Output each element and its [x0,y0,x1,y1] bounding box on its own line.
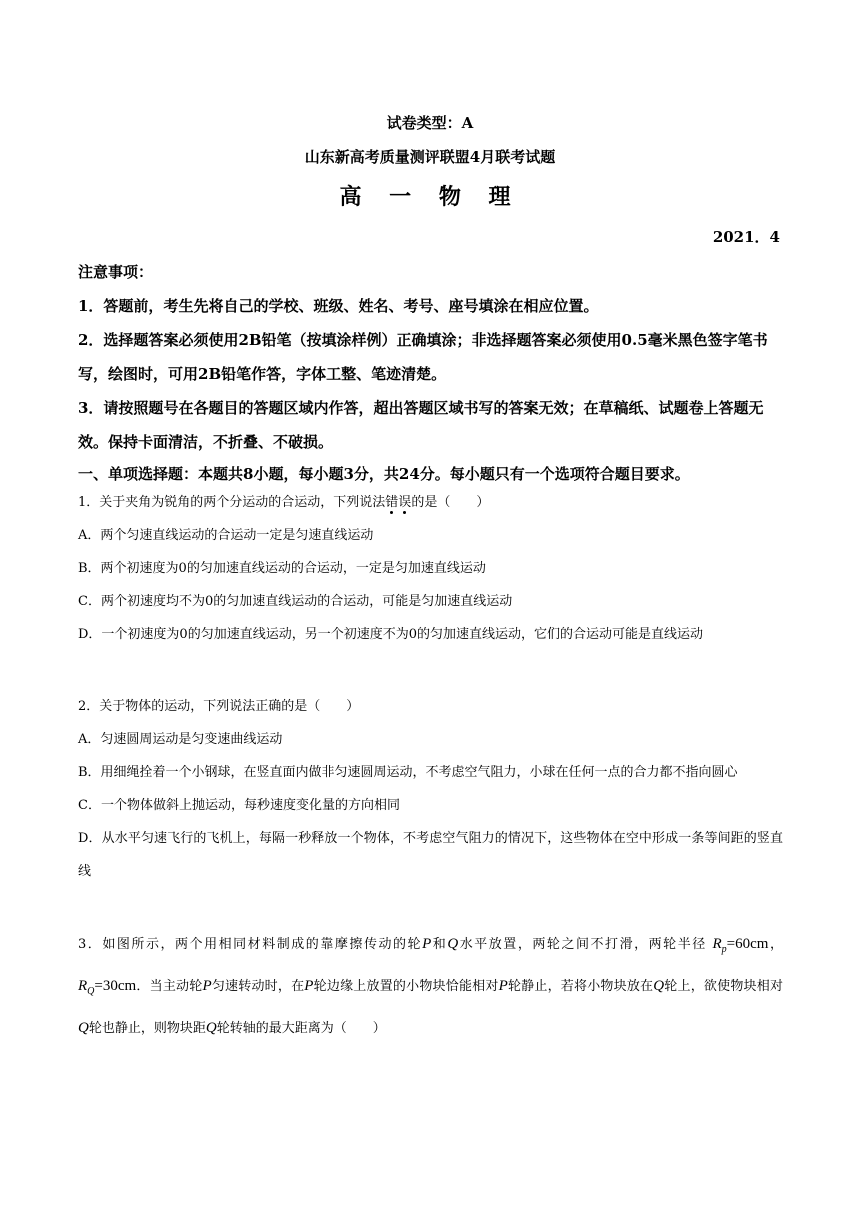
option-c: C．一个物体做斜上抛运动，每秒速度变化量的方向相同 [78,798,400,813]
question-3: 3．如图所示，两个用相同材料制成的靠摩擦传动的轮P和Q水平放置，两轮之间不打滑，两轮半径 $R_p=60cm$， $R_Q=30cm$．当主动轮P匀速转动时，在P轮边缘上放置的小物块恰能相对P轮静止，若将小物块放在Q轮上，欲使物块相对Q轮也静止，则物块距Q轮转轴的最大距离为（ ） [78,936,783,1036]
option-b: B．两个初速度为0的匀加速直线运动的合运动，一定是匀加速直线运动 [78,561,486,576]
radius-p-formula: $R_p=60cm$ [712,936,769,955]
paper-type: 试卷类型：A [386,114,474,132]
notice-item: 1．答题前，考生先将自己的学校、班级、姓名、考号、座号填涂在相应位置。 [78,297,599,315]
option-b: B．用细绳拴着一个小钢球，在竖直面内做非匀速圆周运动，不考虑空气阻力，小球在任何一点的合力都不指向圆心 [78,765,738,780]
option-a: A．匀速圆周运动是匀变速曲线运动 [78,732,283,747]
option-c: C．两个初速度均不为0的匀加速直线运动的合运动，可能是匀加速直线运动 [78,594,513,609]
question-stem: 2．关于物体的运动，下列说法正确的是（ ） [78,699,360,714]
notice-item: 2．选择题答案必须使用2B铅笔（按填涂样例）正确填涂；非选择题答案必须使用0.5毫米黑色签字笔书写，绘图时，可用2B铅笔作答，字体工整、笔迹清楚。 [78,331,768,383]
exam-org-title: 山东新高考质量测评联盟4月联考试题 [304,148,556,166]
emphasis-text: 错误 [385,495,412,510]
question-2 [78,690,783,888]
option-d: D．从水平匀速飞行的飞机上，每隔一秒释放一个物体，不考虑空气阻力的情况下，这些物体在空中形成一条等间距的竖直线 [78,831,783,879]
radius-q-formula: $R_Q=30cm$ [78,978,137,997]
notice-title: 注意事项： [78,263,154,281]
exam-date: 2021．4 [712,228,780,246]
notice-item: 3．请按照题号在各题目的答题区域内作答，超出答题区域书写的答案无效；在草稿纸、试题卷上答题无效。保持卡面清洁，不折叠、不破损。 [78,399,764,451]
option-a: A．两个匀速直线运动的合运动一定是匀速直线运动 [78,528,374,543]
subject-title: 高 一 物 理 [339,184,521,210]
option-d: D．一个初速度为0的匀加速直线运动，另一个初速度不为0的匀加速直线运动，它们的合运动可能是直线运动 [78,627,703,642]
question-1 [78,486,783,651]
question-stem: 1．关于夹角为锐角的两个分运动的合运动，下列说法错误的是（ ） [78,495,490,510]
section-title: 一、单项选择题：本题共8小题，每小题3分，共24分。每小题只有一个选项符合题目要求。 [78,465,690,483]
notice-section [78,255,783,459]
